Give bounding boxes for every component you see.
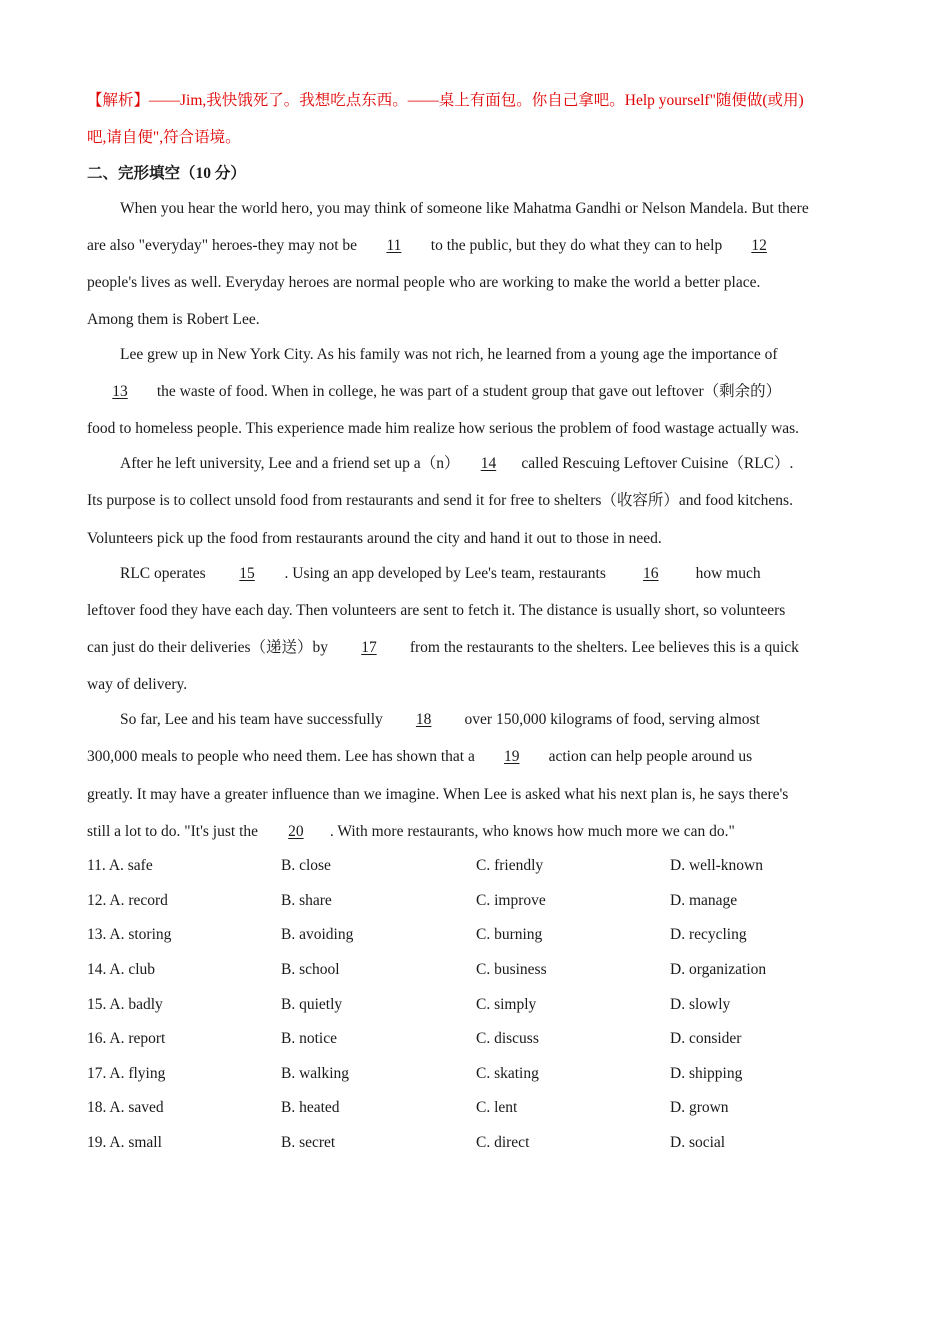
blank-11[interactable]: 11 xyxy=(386,237,402,254)
option-a[interactable]: 14. A. club xyxy=(87,961,156,978)
option-a[interactable]: 17. A. flying xyxy=(87,1065,166,1082)
option-c[interactable]: C. direct xyxy=(476,1134,530,1151)
option-a[interactable]: 16. A. report xyxy=(87,1030,166,1047)
option-c[interactable]: C. burning xyxy=(476,926,543,943)
option-d[interactable]: D. well-known xyxy=(670,857,763,874)
option-a[interactable]: 12. A. record xyxy=(87,892,168,909)
passage-line: can just do their deliveries（递送）by 17 from the restaurants to the shelters. Lee believes this is a quick xyxy=(87,639,799,656)
blank-20[interactable]: 20 xyxy=(288,823,304,840)
analysis-line-2: 吧,请自便",符合语境。 xyxy=(87,129,241,146)
question-row xyxy=(0,1029,950,1051)
question-row xyxy=(0,995,950,1017)
option-b[interactable]: B. quietly xyxy=(281,996,343,1013)
passage-line: When you hear the world hero, you may think of someone like Mahatma Gandhi or Nelson Mandela. But there xyxy=(120,200,809,217)
option-b[interactable]: B. walking xyxy=(281,1065,350,1082)
passage-line: food to homeless people. This experience made him realize how serious the problem of food wastage actually was. xyxy=(87,420,800,437)
option-c[interactable]: C. simply xyxy=(476,996,537,1013)
option-b[interactable]: B. notice xyxy=(281,1030,337,1047)
blank-14[interactable]: 14 xyxy=(480,455,497,472)
blank-19[interactable]: 19 xyxy=(503,748,520,765)
option-a[interactable]: 19. A. small xyxy=(87,1134,162,1151)
passage-line: After he left university, Lee and a friend set up a（n） 14 called Rescuing Leftover Cuisine（RLC）. xyxy=(120,455,794,472)
option-b[interactable]: B. close xyxy=(281,857,331,874)
question-row xyxy=(0,960,950,982)
passage-line: RLC operates 15 . Using an app developed by Lee's team, restaurants 16 how much xyxy=(120,565,761,582)
option-c[interactable]: C. discuss xyxy=(476,1030,539,1047)
passage-line: way of delivery. xyxy=(87,676,188,693)
option-d[interactable]: D. slowly xyxy=(670,996,731,1013)
question-row xyxy=(0,1064,950,1086)
option-a[interactable]: 18. A. saved xyxy=(87,1099,164,1116)
passage-line: Volunteers pick up the food from restaurants around the city and hand it out to those in need. xyxy=(87,530,662,547)
option-d[interactable]: D. consider xyxy=(670,1030,742,1047)
blank-18[interactable]: 18 xyxy=(415,711,432,728)
analysis-line-1: 【解析】——Jim,我快饿死了。我想吃点东西。——桌上有面包。你自己拿吧。Help yourself"随便做(或用) xyxy=(87,92,804,109)
passage-line: 300,000 meals to people who need them. Lee has shown that a 19 action can help people around us xyxy=(87,748,753,765)
option-c[interactable]: C. improve xyxy=(476,892,546,909)
option-c[interactable]: C. skating xyxy=(476,1065,539,1082)
option-b[interactable]: B. heated xyxy=(281,1099,340,1116)
passage-line: still a lot to do. "It's just the 20 . With more restaurants, who knows how much more we can do." xyxy=(87,823,735,840)
option-d[interactable]: D. shipping xyxy=(670,1065,743,1082)
option-b[interactable]: B. avoiding xyxy=(281,926,354,943)
passage-line: 13 the waste of food. When in college, he was part of a student group that gave out leftover（剩余的） xyxy=(87,382,781,402)
passage-line: Among them is Robert Lee. xyxy=(87,311,260,328)
option-b[interactable]: B. secret xyxy=(281,1134,336,1151)
passage-line: So far, Lee and his team have successfully 18 over 150,000 kilograms of food, serving almost xyxy=(120,711,760,728)
question-row xyxy=(0,856,950,878)
blank-15[interactable]: 15 xyxy=(239,565,255,582)
passage-line: people's lives as well. Everyday heroes are normal people who are working to make the world a better place. xyxy=(87,274,761,291)
option-c[interactable]: C. lent xyxy=(476,1099,518,1116)
option-a[interactable]: 13. A. storing xyxy=(87,926,172,943)
blank-16[interactable]: 16 xyxy=(642,565,659,582)
passage-line: Its purpose is to collect unsold food from restaurants and send it for free to shelters（收容所）and food kitchens. xyxy=(87,492,793,509)
question-row xyxy=(0,925,950,947)
blank-13[interactable]: 13 xyxy=(112,383,128,400)
blank-17[interactable]: 17 xyxy=(361,639,377,656)
question-row xyxy=(0,891,950,913)
option-a[interactable]: 15. A. badly xyxy=(87,996,163,1013)
blank-12[interactable]: 12 xyxy=(751,237,767,254)
option-d[interactable]: D. recycling xyxy=(670,926,747,943)
passage-line: are also "everyday" heroes-they may not be 11 to the public, but they do what they can to help 12 xyxy=(87,236,792,256)
question-row xyxy=(0,1098,950,1120)
passage-line: Lee grew up in New York City. As his family was not rich, he learned from a young age the importance of xyxy=(120,346,778,363)
option-b[interactable]: B. school xyxy=(281,961,340,978)
option-d[interactable]: D. organization xyxy=(670,961,767,978)
option-d[interactable]: D. grown xyxy=(670,1099,729,1116)
passage-line: leftover food they have each day. Then volunteers are sent to fetch it. The distance is usually short, so volunteers xyxy=(87,602,786,619)
option-d[interactable]: D. social xyxy=(670,1134,726,1151)
passage-line: greatly. It may have a greater influence than we imagine. When Lee is asked what his next plan is, he says there's xyxy=(87,786,789,803)
option-b[interactable]: B. share xyxy=(281,892,332,909)
option-d[interactable]: D. manage xyxy=(670,892,738,909)
section-title: 二、完形填空（10 分） xyxy=(87,165,246,182)
option-a[interactable]: 11. A. safe xyxy=(87,857,153,874)
question-row xyxy=(0,1133,950,1155)
option-c[interactable]: C. business xyxy=(476,961,547,978)
option-c[interactable]: C. friendly xyxy=(476,857,544,874)
